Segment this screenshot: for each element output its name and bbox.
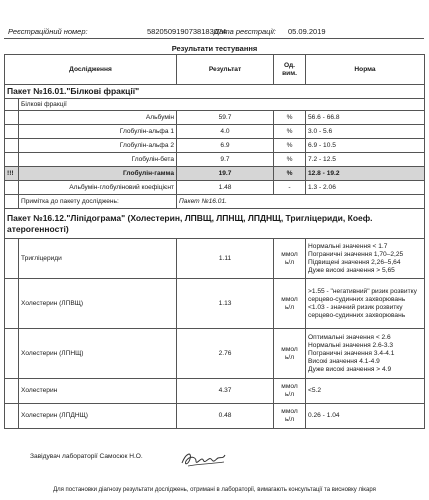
- test-value: 1.13: [177, 279, 274, 329]
- col-unit-header: Од. вим.: [274, 55, 306, 85]
- test-norm: 56.6 - 66.8: [306, 111, 425, 125]
- table-row: [5, 279, 425, 329]
- test-norm: 1.3 - 2.06: [306, 181, 425, 195]
- test-name: Глобулін-бета: [19, 153, 177, 167]
- test-value: 4.37: [177, 379, 274, 404]
- results-title: Результати тестування: [171, 44, 258, 53]
- table-row: [5, 111, 425, 125]
- test-norm: Оптимальні значення < 2.6 Нормальні значення 2.6-3.3 Пограничні значення 3.4-4.1 Високі значення 4.1-4.9 Дуже високі значення > 4.9: [306, 329, 425, 379]
- col-norm-header: Норма: [306, 55, 425, 85]
- table-row: [5, 404, 425, 429]
- test-name: Холестерин (ЛПДНЩ): [19, 404, 177, 429]
- table-row: [5, 125, 425, 139]
- test-unit: ммол ь/л: [274, 379, 306, 404]
- table-row: [5, 181, 425, 195]
- test-name: Холестерин: [19, 379, 177, 404]
- test-unit: ммол ь/л: [274, 329, 306, 379]
- results-table: [4, 54, 425, 429]
- table-header-row: [5, 55, 425, 85]
- test-norm: 12.8 - 19.2: [306, 167, 425, 181]
- test-unit: -: [274, 181, 306, 195]
- package1-subtitle: Білкові фракції: [19, 99, 425, 111]
- test-value: 6.9: [177, 139, 274, 153]
- test-norm: 0.26 - 1.04: [306, 404, 425, 429]
- test-value: 4.0: [177, 125, 274, 139]
- test-value: 1.48: [177, 181, 274, 195]
- reg-date-value: 05.09.2019: [288, 27, 326, 36]
- test-name: Глобулін-альфа 2: [19, 139, 177, 153]
- test-name: Альбумін-глобуліновий коефіцієнт: [19, 181, 177, 195]
- table-row: [5, 139, 425, 153]
- col-result-header: Результат: [177, 55, 274, 85]
- package-note-row: [5, 195, 425, 209]
- package2-title: Пакет №16.12."Ліпідограма" (Холестерин, ЛПВЩ, ЛПНЩ, ЛПДНЩ, Тригліцериди, Коеф. атерогенності): [5, 209, 425, 239]
- reg-number-value: 5820509190738183074: [147, 27, 227, 36]
- table-row: [5, 379, 425, 404]
- table-row: [5, 153, 425, 167]
- test-norm: 3.0 - 5.6: [306, 125, 425, 139]
- test-value: 19.7: [177, 167, 274, 181]
- test-norm: 6.9 - 10.5: [306, 139, 425, 153]
- test-value: 1.11: [177, 239, 274, 279]
- test-name: Холестерин (ЛПВЩ): [19, 279, 177, 329]
- signature-image: [178, 447, 228, 471]
- test-value: 9.7: [177, 153, 274, 167]
- test-value: 0.48: [177, 404, 274, 429]
- test-value: 59.7: [177, 111, 274, 125]
- package1-title: Пакет №16.01."Білкові фракції": [5, 85, 425, 99]
- table-row: [5, 239, 425, 279]
- header-divider: [4, 38, 424, 39]
- test-unit: ммол ь/л: [274, 279, 306, 329]
- test-unit: %: [274, 153, 306, 167]
- table-row: [5, 329, 425, 379]
- test-unit: ммол ь/л: [274, 239, 306, 279]
- note-label: Примітка до пакету досліджень:: [19, 195, 177, 209]
- test-norm: Нормальні значення < 1.7 Пограничні значення 1,70–2,25 Підвищені значення 2,26–5,64 Дуже високі значення > 5,65: [306, 239, 425, 279]
- test-unit: ммол ь/л: [274, 404, 306, 429]
- reg-date-label: Дата реєстрації:: [214, 27, 276, 36]
- footer-disclaimer: Для постановки діагнозу результати досліджень, отримані в лабораторії, вимагають консультації та висновку лікаря: [53, 487, 376, 493]
- signature-label: Завідувач лабораторії Самосюк Н.О.: [30, 453, 143, 460]
- test-unit: %: [274, 167, 306, 181]
- test-norm: >1.55 - "негативний" ризик розвитку серцево-судинних захворювань <1.03 - значний ризик розвитку серцево-судинних захворювань: [306, 279, 425, 329]
- test-unit: %: [274, 125, 306, 139]
- test-name: Глобулін-гамма: [19, 167, 177, 181]
- test-unit: %: [274, 111, 306, 125]
- test-norm: 7.2 - 12.5: [306, 153, 425, 167]
- note-value: Пакет №16.01.: [177, 195, 425, 209]
- test-name: Холестерин (ЛПНЩ): [19, 329, 177, 379]
- test-unit: %: [274, 139, 306, 153]
- test-name: Альбумін: [19, 111, 177, 125]
- abnormal-flag: !!!: [5, 167, 19, 181]
- reg-number-label: Реєстраційний номер:: [8, 27, 88, 36]
- test-name: Глобулін-альфа 1: [19, 125, 177, 139]
- col-test-header: Дослідження: [5, 55, 177, 85]
- test-name: Тригліцериди: [19, 239, 177, 279]
- test-value: 2.76: [177, 329, 274, 379]
- table-row-abnormal: [5, 167, 425, 181]
- test-norm: <5.2: [306, 379, 425, 404]
